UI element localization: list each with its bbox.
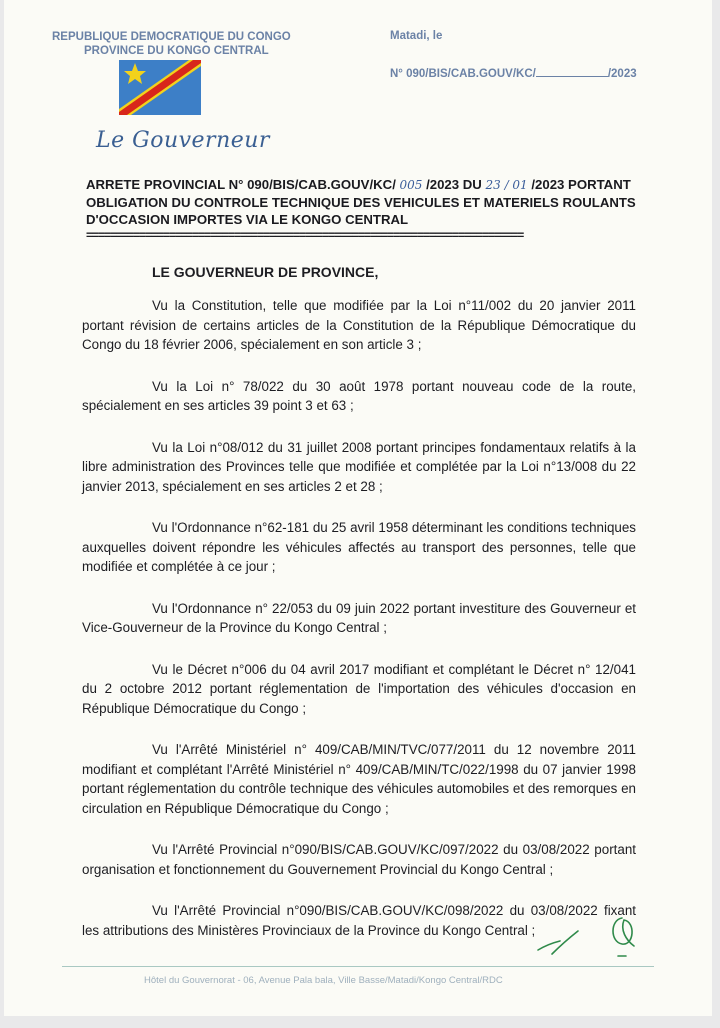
drc-flag-icon <box>119 60 201 115</box>
document-body <box>82 296 636 962</box>
footer-divider <box>62 966 654 967</box>
paragraph-ordonnance-62-181: Vu l'Ordonnance n°62-181 du 25 avril 1958 déterminant les conditions techniques auxquelles doivent répondre les véhicules affectés au transport des personnes, telle que modifiée et complétée à ce jour ; <box>82 520 636 574</box>
handwritten-date: 23 / 01 <box>485 178 528 192</box>
paragraph-arrete-provincial-098: Vu l'Arrêté Provincial n°090/BIS/CAB.GOUV/KC/098/2022 du 03/08/2022 fixant les attributions des Ministères Provinciaux de la Province du Kongo Central ; <box>82 903 636 938</box>
ref-blank-line <box>536 66 608 77</box>
title-part-3: /2023 PORTANT OBLIGATION DU CONTROLE TECHNIQUE DES VEHICULES ET MATERIELS ROULANTS D'OCCASION IMPORTES VIA LE KONGO CENTRAL <box>86 177 636 227</box>
letterhead <box>52 30 312 58</box>
paragraph-arrete-provincial-097: Vu l'Arrêté Provincial n°090/BIS/CAB.GOUV/KC/097/2022 du 03/08/2022 portant organisation et fonctionnement du Gouvernement Provincial du Kongo Central ; <box>82 842 636 877</box>
handwritten-number: 005 <box>399 178 423 192</box>
title-part-2: /2023 DU <box>422 177 486 192</box>
place-date: Matadi, le <box>390 30 443 42</box>
paragraph-constitution: Vu la Constitution, telle que modifiée par la Loi n°11/002 du 20 janvier 2011 portant révision de certains articles de la Constitution de la République Démocratique du Congo du 18 février 2006, spécialement en son article 3 ; <box>82 298 636 352</box>
section-heading: LE GOUVERNEUR DE PROVINCE, <box>152 264 379 280</box>
paragraph-loi-08-012: Vu la Loi n°08/012 du 31 juillet 2008 portant principes fondamentaux relatifs à la libre administration des Provinces telle que modifiée et complétée par la Loi n°13/008 du 22 janvier 2013, spécialement en ses articles 2 et 28 ; <box>82 439 636 494</box>
country-name: REPUBLIQUE DEMOCRATIQUE DU CONGO <box>52 31 291 43</box>
initial-check-icon <box>534 928 584 958</box>
province-name: PROVINCE DU KONGO CENTRAL <box>84 45 269 57</box>
reference-block <box>390 30 637 80</box>
initial-signature-icon <box>604 910 644 960</box>
separator-line: ========================================================================== <box>86 230 524 242</box>
footer-address: Hôtel du Gouvernorat - 06, Avenue Pala bala, Ville Basse/Matadi/Kongo Central/RDC <box>144 975 503 986</box>
paragraph-arrete-ministeriel: Vu l'Arrêté Ministériel n° 409/CAB/MIN/TVC/077/2011 du 12 novembre 2011 modifiant et complétant l'Arrêté Ministériel n° 409/CAB/MIN/TC/022/1998 du 07 janvier 1998 portant réglementation du contrôle technique des véhicules automobiles et des remorques en circulation en République Démocratique du Congo ; <box>82 742 636 816</box>
title-part-1: ARRETE PROVINCIAL N° 090/BIS/CAB.GOUV/KC/ <box>86 177 400 192</box>
paragraph-ordonnance-22-053: Vu l'Ordonnance n° 22/053 du 09 juin 2022 portant investiture des Gouverneur et Vice-Gouverneur de la Province du Kongo Central ; <box>82 600 636 635</box>
paragraph-loi-78-022: Vu la Loi n° 78/022 du 30 août 1978 portant nouveau code de la route, spécialement en ses articles 39 point 3 et 63 ; <box>82 378 636 413</box>
ref-prefix: N° 090/BIS/CAB.GOUV/KC/ <box>390 68 536 80</box>
governor-signature-title: Le Gouverneur <box>96 128 270 153</box>
decree-title <box>86 176 646 228</box>
ref-suffix: /2023 <box>607 68 637 80</box>
document-page <box>4 0 712 1016</box>
paragraph-decret-006: Vu le Décret n°006 du 04 avril 2017 modifiant et complétant le Décret n° 12/041 du 2 octobre 2012 portant réglementation de l'importation des véhicules d'occasion en République Démocratique du Congo ; <box>82 661 636 716</box>
reference-number <box>390 66 637 80</box>
